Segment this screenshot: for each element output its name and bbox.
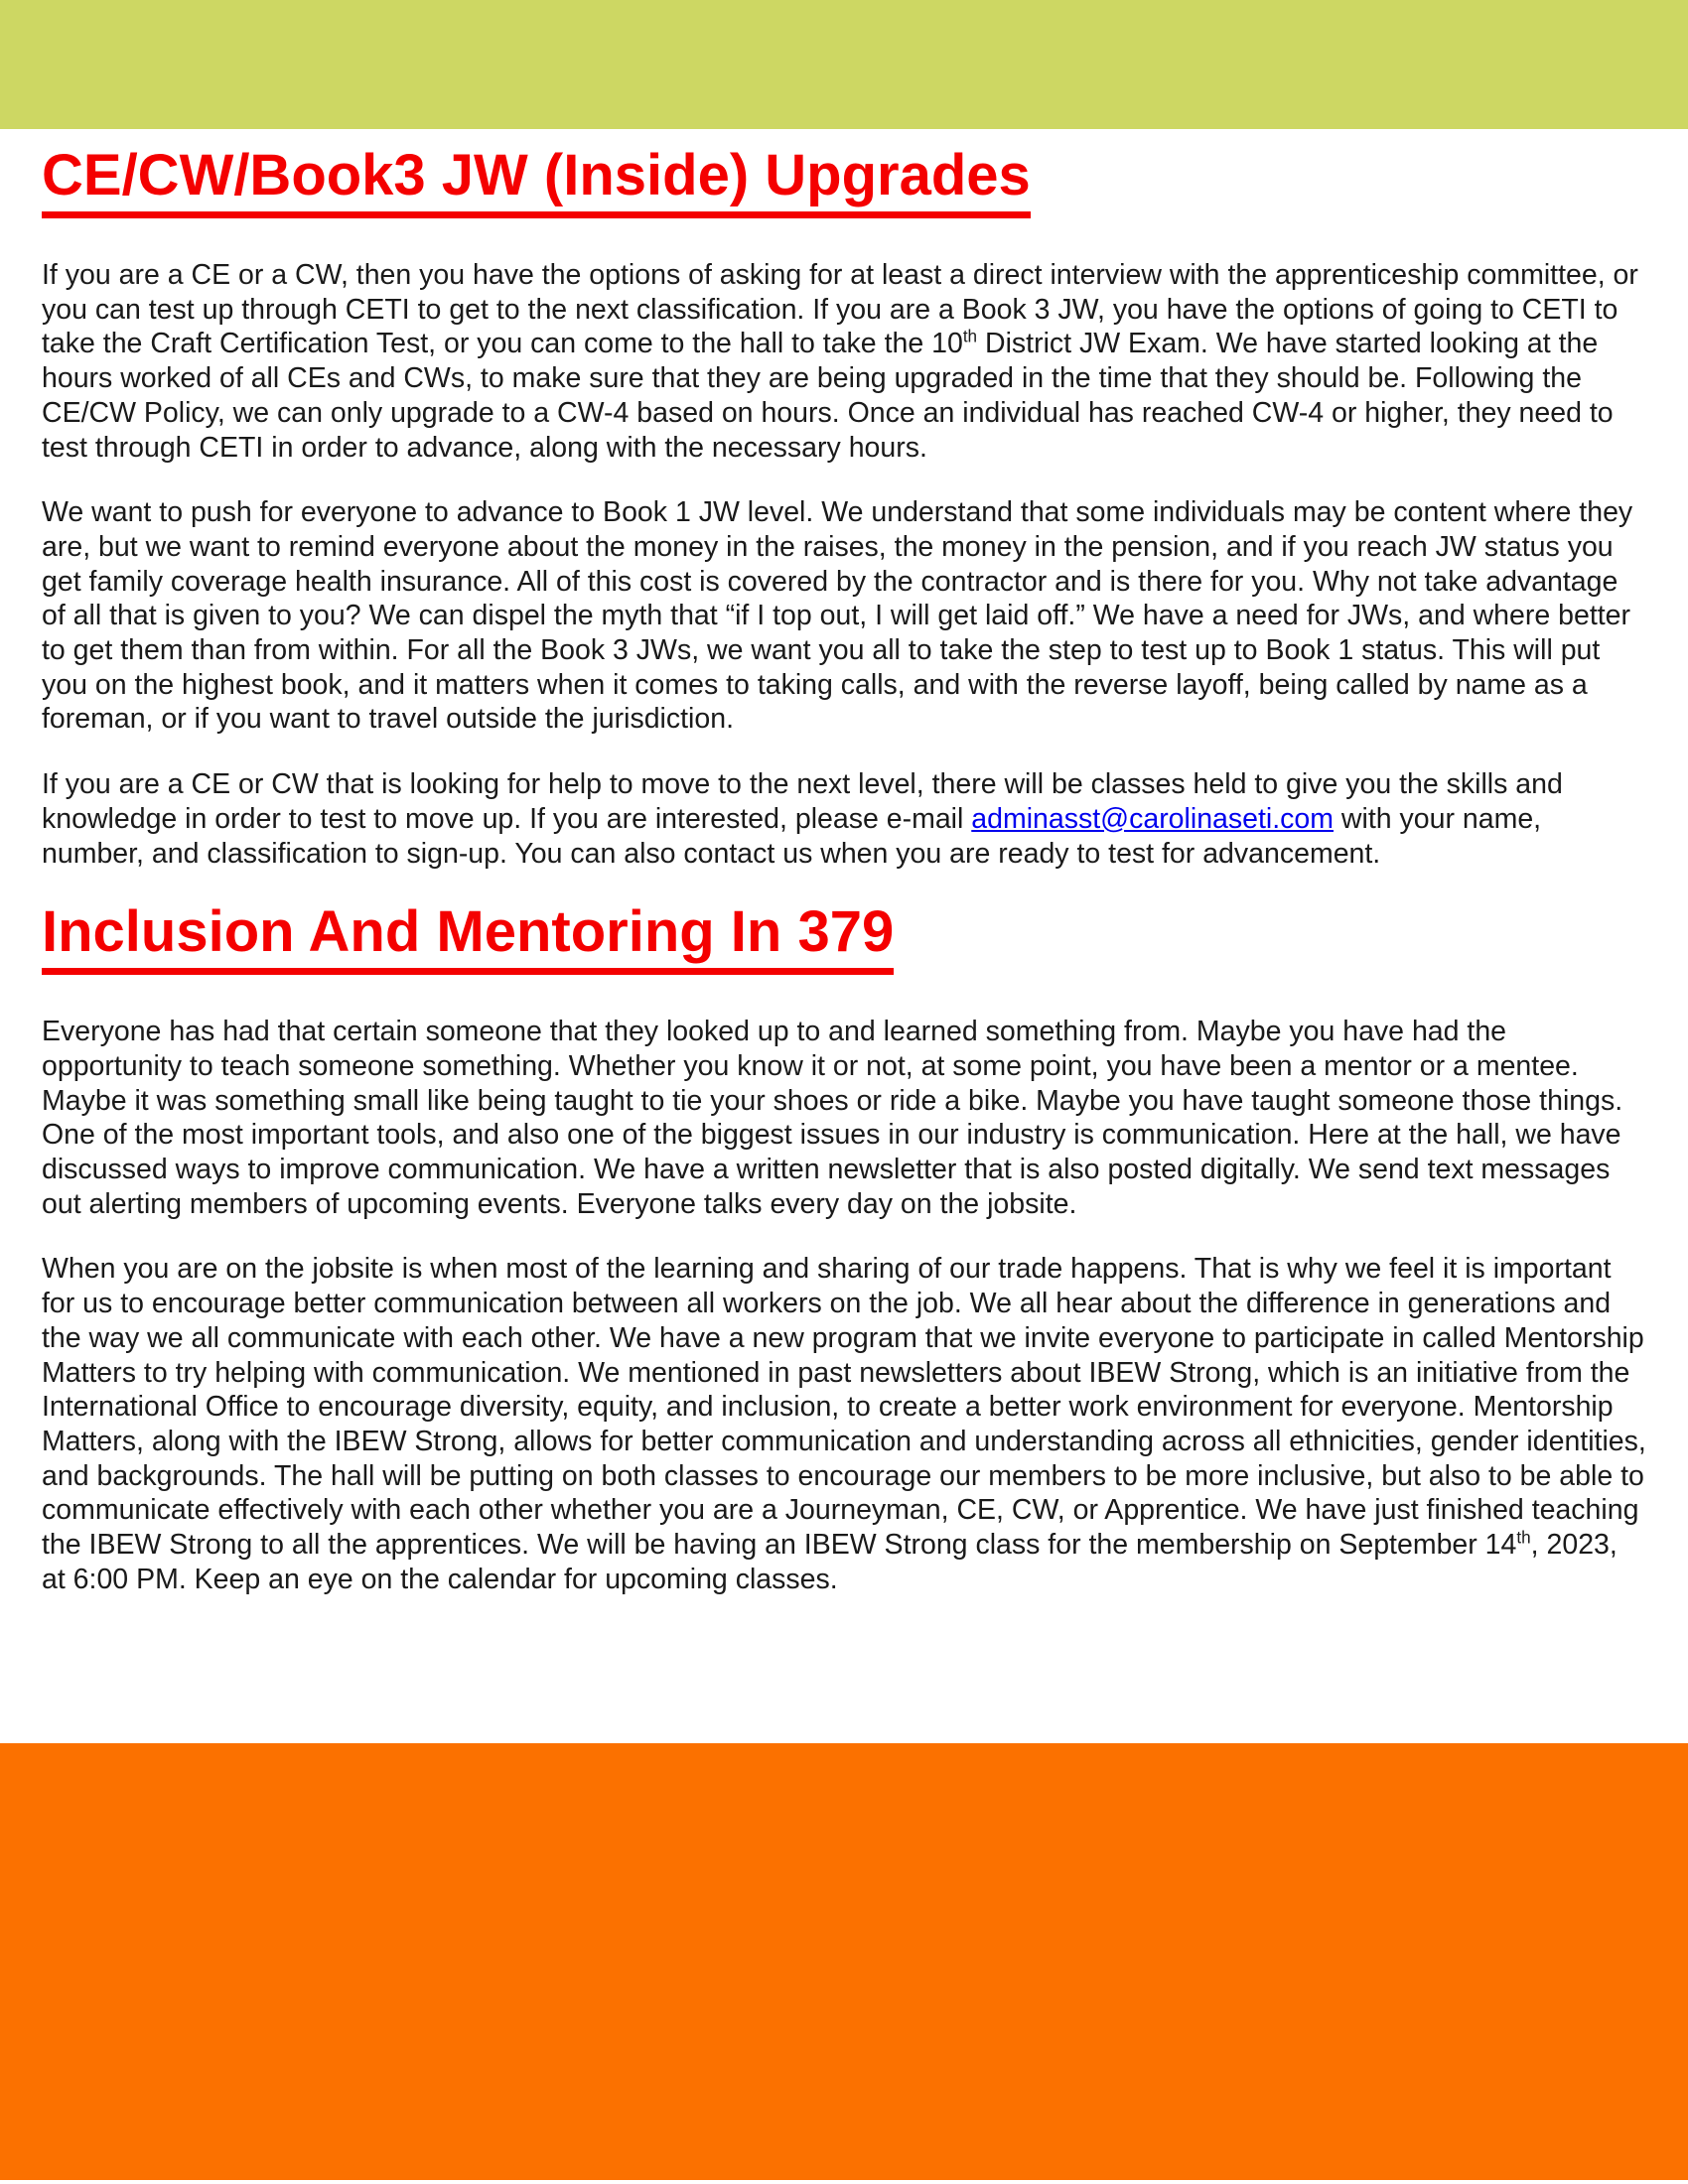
paragraph-upgrades-1 xyxy=(42,258,1646,465)
top-banner xyxy=(0,0,1688,129)
paragraph-inclusion-2-text: When you are on the jobsite is when most of the learning and sharing of our trade happens. That is why we feel it is important for us to encourage better communication between all workers on the job. We all hear about the difference in generations and the way we all communicate with each other. We have a new program that we invite everyone to participate in called Mentorship Matters to try helping with communication. We mentioned in past newsletters about IBEW Strong, which is an initiative from the International Office to encourage diversity, equity, and inclusion, to create a better work environment for everyone. Mentorship Matters, along with the IBEW Strong, allows for better communication and understanding across all ethnicities, gender identities, and backgrounds. The hall will be putting on both classes to encourage our members to be more inclusive, but also to be able to communicate effectively with each other whether you are a Journeyman, CE, CW, or Apprentice. We have just finished teaching the IBEW Strong to all the apprentices. We will be having an IBEW Strong class for the membership on September 14 xyxy=(42,1253,1646,1562)
paragraph-inclusion-2 xyxy=(42,1252,1646,1596)
paragraph-upgrades-3 xyxy=(42,767,1646,871)
section-heading-upgrades xyxy=(42,145,1646,218)
paragraph-upgrades-2: We want to push for everyone to advance to Book 1 JW level. We understand that some individuals may be content where they are, but we want to remind everyone about the money in the raises, the money in the pension, and if you reach JW status you get family coverage health insurance. All of this cost is covered by the contractor and is there for you. Why not take advantage of all that is given to you? We can dispel the myth that “if I top out, I will get laid off.” We have a need for JWs, and where better to get them than from within. For all the Book 3 JWs, we want you all to take the step to test up to Book 1 status. This will put you on the highest book, and it matters when it comes to taking calls, and with the reverse layoff, being called by name as a foreman, or if you want to travel outside the jurisdiction. xyxy=(42,496,1633,736)
ordinal-superscript-10th: th xyxy=(962,327,978,346)
section-heading-inclusion xyxy=(42,901,1646,975)
email-link[interactable]: adminasst@carolinaseti.com xyxy=(971,802,1335,835)
paragraph-inclusion-2-text-cont: , 2023, at 6:00 PM. Keep an eye on the calendar for upcoming classes. xyxy=(42,1529,1618,1595)
ordinal-superscript-14th: th xyxy=(1516,1528,1531,1548)
section-heading-inclusion-text: Inclusion And Mentoring In 379 xyxy=(42,901,894,975)
bottom-banner xyxy=(0,1743,1688,2180)
paragraph-upgrades-1-text-cont: District JW Exam. We have started looking at the hours worked of all CEs and CWs, to make sure that they are being upgraded in the time that they should be. Following the CE/CW Policy, we can only upgrade to a CW-4 based on hours. Once an individual has reached CW-4 or higher, they need to test through CETI in order to advance, along with the necessary hours. xyxy=(42,328,1614,464)
paragraph-upgrades-3-text: If you are a CE or CW that is looking for help to move to the next level, there will be classes held to give you the skills and knowledge in order to test to move up. If you are interested, please e-mail xyxy=(42,768,1563,835)
paragraph-inclusion-1: Everyone has had that certain someone that they looked up to and learned something from. Maybe you have had the opportunity to teach someone something. Whether you know it or not, at some point, you have been a mentor or a mentee. Maybe it was something small like being taught to tie your shoes or ride a bike. Maybe you have taught someone those things. One of the most important tools, and also one of the biggest issues in our industry is communication. Here at the hall, we have discussed ways to improve communication. We have a written newsletter that is also posted digitally. We send text messages out alerting members of upcoming events. Everyone talks every day on the jobsite. xyxy=(42,1016,1623,1220)
paragraph-upgrades-1-text: If you are a CE or a CW, then you have the options of asking for at least a direct interview with the apprenticeship committee, or you can test up through CETI to get to the next classification. If you are a Book 3 JW, you have the options of going to CETI to take the Craft Certification Test, or you can come to the hall to take the 10 xyxy=(42,259,1638,360)
section-heading-upgrades-text: CE/CW/Book3 JW (Inside) Upgrades xyxy=(42,145,1031,218)
paragraph-upgrades-3-text-cont: with your name, number, and classification to sign-up. You can also contact us when you are ready to test for advancement. xyxy=(42,802,1542,870)
page-content xyxy=(42,129,1646,1628)
